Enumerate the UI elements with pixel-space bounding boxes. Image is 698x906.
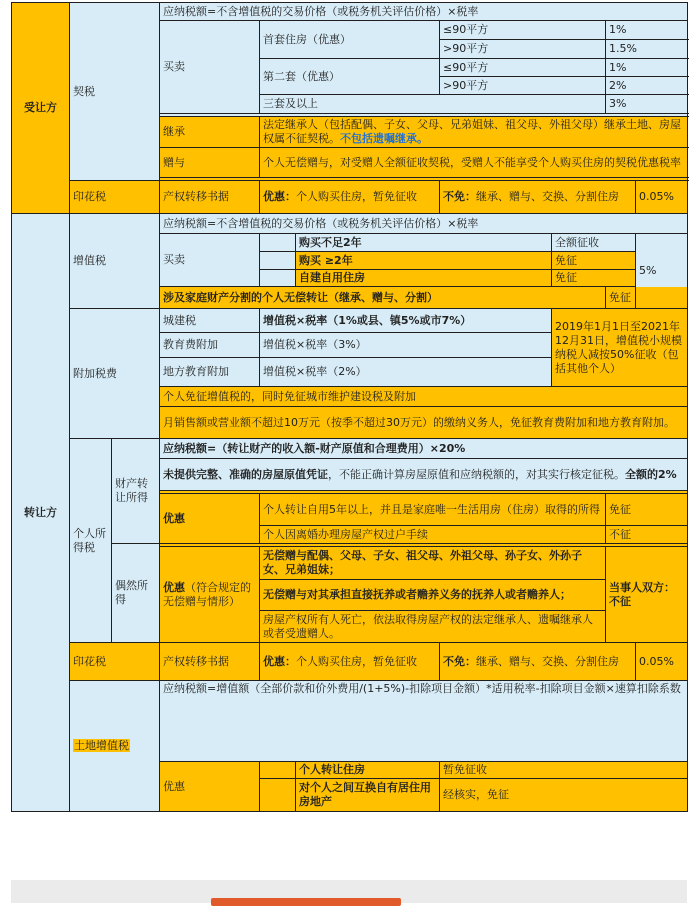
vat-blank-3 [260, 270, 296, 287]
deed-rate-first-le90: 1% [606, 21, 688, 40]
vat-under2: 购买不足2年 [296, 234, 552, 252]
land-formula: 应纳税额=增值额（全部价款和价外费用/(1+5%)-扣除项目金额）*适用税率-扣除项目金额×速算扣除系数 [160, 681, 688, 762]
vat-self-built-value: 免征 [552, 270, 636, 287]
land-blank-1 [260, 762, 296, 779]
stamp-tax-label-seller: 印花税 [70, 643, 160, 681]
iit-benefit: 优惠 [160, 494, 260, 544]
iit-no-cert-rest: ，不能正确计算房屋原值和应纳税额的，对其实行核定征税。 [328, 467, 625, 481]
deed-first-gt90: >90平方 [440, 40, 606, 59]
surcharge-note2: 月销售额或营业额不超过10万元（按季不超过30万元）的缴纳义务人，免征教育费附加和地方教育附加。 [160, 407, 688, 439]
deed-third-plus: 三套及以上 [260, 95, 606, 114]
vat-over2: 购买 ≥2年 [296, 252, 552, 270]
vat-under2-value: 全额征收 [552, 234, 636, 252]
bottom-banner [11, 880, 687, 903]
vat-family-value: 免征 [606, 287, 688, 309]
iit-acc-value: 当事人双方：不征 [606, 547, 688, 643]
vat-blank-1 [260, 234, 296, 252]
vat-blank-2 [260, 252, 296, 270]
stamp-item-buyer: 产权转移书据 [160, 181, 260, 214]
vat-label: 增值税 [70, 214, 160, 309]
iit-acc-benefit-note: （符合规定的无偿赠与情形） [163, 580, 251, 608]
deed-rate-first-gt90: 1.5% [606, 40, 688, 59]
iit-divorce: 个人因离婚办理房屋产权过户手续 [260, 526, 606, 544]
surcharge-edu: 教育费附加 [160, 333, 260, 358]
iit-acc2 [260, 580, 606, 611]
tax-table [11, 2, 688, 812]
iit-five-years: 个人转让自用5年以上，并且是家庭唯一生活用房（住房）取得的所得 [260, 494, 606, 526]
deed-second-le90: ≤90平方 [440, 59, 606, 77]
deed-second-home: 第二套（优惠） [260, 59, 440, 95]
land-label-text: 土地增值税 [74, 739, 129, 752]
deed-gift-label: 赠与 [160, 148, 260, 178]
iit-label: 个人所得税 [70, 439, 112, 643]
banner-graphic [211, 898, 401, 906]
surcharge-city: 城建税 [160, 309, 260, 333]
land-label [70, 681, 160, 812]
land-b2: 对个人之间互换自有居住用房地产 [296, 779, 440, 812]
vat-sale-label: 买卖 [160, 234, 260, 287]
deed-inherit-note: 不包括遗嘱继承。 [340, 132, 428, 145]
iit-accidental: 偶然所得 [112, 544, 160, 643]
iit-divorce-value: 不征 [606, 526, 688, 544]
stamp-not-exempt-label: 不免： [443, 190, 476, 203]
deed-inherit-text: 法定继承人（包括配偶、子女、父母、兄弟姐妹、祖父母、外祖父母）继承土地、房屋权属不征契税。 [263, 118, 681, 145]
iit-formula: 应纳税额=（转让财产的收入额-财产原值和合理费用）×20% [160, 439, 688, 459]
land-b2-value: 经核实，免征 [440, 779, 688, 812]
deed-tax-label: 契税 [70, 3, 160, 181]
section-seller: 转让方 [12, 214, 70, 812]
deed-inherit-desc [260, 117, 688, 148]
iit-five-years-value: 免征 [606, 494, 688, 526]
iit-acc3-text: 房屋产权所有人死亡，依法取得房屋产权的法定继承人、遗嘱继承人或者受遗赠人。 [263, 612, 593, 640]
stamp-not-exempt-text: 继承、赠与、交换、分割住房 [476, 190, 619, 203]
stamp-not-exempt-label-2: 不免： [443, 654, 476, 668]
vat-self-built: 自建自用住房 [296, 270, 552, 287]
stamp-not-exempt-seller [440, 643, 636, 681]
iit-property: 财产转让所得 [112, 439, 160, 544]
stamp-not-exempt-buyer [440, 181, 636, 214]
surcharge-local-edu-formula: 增值税×税率（2%） [260, 358, 552, 387]
deed-second-gt90: >90平方 [440, 77, 606, 95]
section-buyer: 受让方 [12, 3, 70, 214]
deed-sale-label: 买卖 [160, 21, 260, 114]
surcharge-local-edu: 地方教育附加 [160, 358, 260, 387]
land-b1-value: 暂免征收 [440, 762, 688, 779]
deed-rate-second-gt90: 2% [606, 77, 688, 95]
vat-over2-value: 免征 [552, 252, 636, 270]
iit-acc-benefit-label: 优惠 [163, 580, 185, 594]
stamp-exempt-text: 个人购买住房，暂免征收 [296, 190, 417, 203]
stamp-rate-buyer: 0.05% [636, 181, 688, 214]
stamp-exempt-seller [260, 643, 440, 681]
vat-formula: 应纳税额=不含增值税的交易价格（或税务机关评估价格）×税率 [160, 214, 688, 234]
stamp-exempt-label-2: 优惠： [263, 654, 296, 668]
iit-no-cert [160, 459, 688, 491]
vat-rate: 5% [636, 234, 688, 309]
deed-rate-second-le90: 1% [606, 59, 688, 77]
land-blank-2 [260, 779, 296, 812]
stamp-item-seller: 产权转移书据 [160, 643, 260, 681]
iit-acc3 [260, 611, 606, 643]
surcharge-city-formula: 增值税×税率（1%或县、镇5%或市7%） [260, 309, 552, 333]
deed-rate-third: 3% [606, 95, 688, 114]
surcharge-policy: 2019年1月1日至2021年12月31日，增值税小规模纳税人减按50%征收（包括其他个人） [552, 309, 688, 387]
stamp-exempt-text-2: 个人购买住房，暂免征收 [296, 654, 417, 668]
iit-no-cert-bold: 未提供完整、准确的房屋原值凭证 [163, 467, 328, 481]
stamp-exempt-label: 优惠： [263, 190, 296, 203]
iit-no-cert-rate: 全额的2% [625, 467, 677, 481]
stamp-exempt-buyer [260, 181, 440, 214]
deed-gift-desc: 个人无偿赠与，对受赠人全额征收契税，受赠人不能享受个人购买住房的契税优惠税率 [260, 148, 688, 178]
iit-acc-benefit [160, 547, 260, 643]
surcharge-label: 附加税费 [70, 309, 160, 439]
iit-acc1: 无偿赠与配偶、父母、子女、祖父母、外祖父母、孙子女、外孙子女、兄弟姐妹； [260, 547, 606, 580]
land-b1: 个人转让住房 [296, 762, 440, 779]
deed-first-home: 首套住房（优惠） [260, 21, 440, 59]
stamp-rate-seller: 0.05% [636, 643, 688, 681]
land-benefit: 优惠 [160, 762, 260, 812]
deed-first-le90: ≤90平方 [440, 21, 606, 40]
stamp-not-exempt-text-2: 继承、赠与、交换、分割住房 [476, 654, 619, 668]
vat-family: 涉及家庭财产分割的个人无偿转让（继承、赠与、分割） [160, 287, 606, 309]
surcharge-note1: 个人免征增值税的，同时免征城市维护建设税及附加 [160, 387, 688, 407]
stamp-tax-label-buyer: 印花税 [70, 181, 160, 214]
deed-formula: 应纳税额=不含增值税的交易价格（或税务机关评估价格）×税率 [160, 3, 688, 21]
surcharge-edu-formula: 增值税×税率（3%） [260, 333, 552, 358]
deed-inherit-label: 继承 [160, 117, 260, 148]
iit-acc2-text: 无偿赠与对其承担直接抚养或者赡养义务的抚养人或者赡养人； [263, 588, 571, 601]
